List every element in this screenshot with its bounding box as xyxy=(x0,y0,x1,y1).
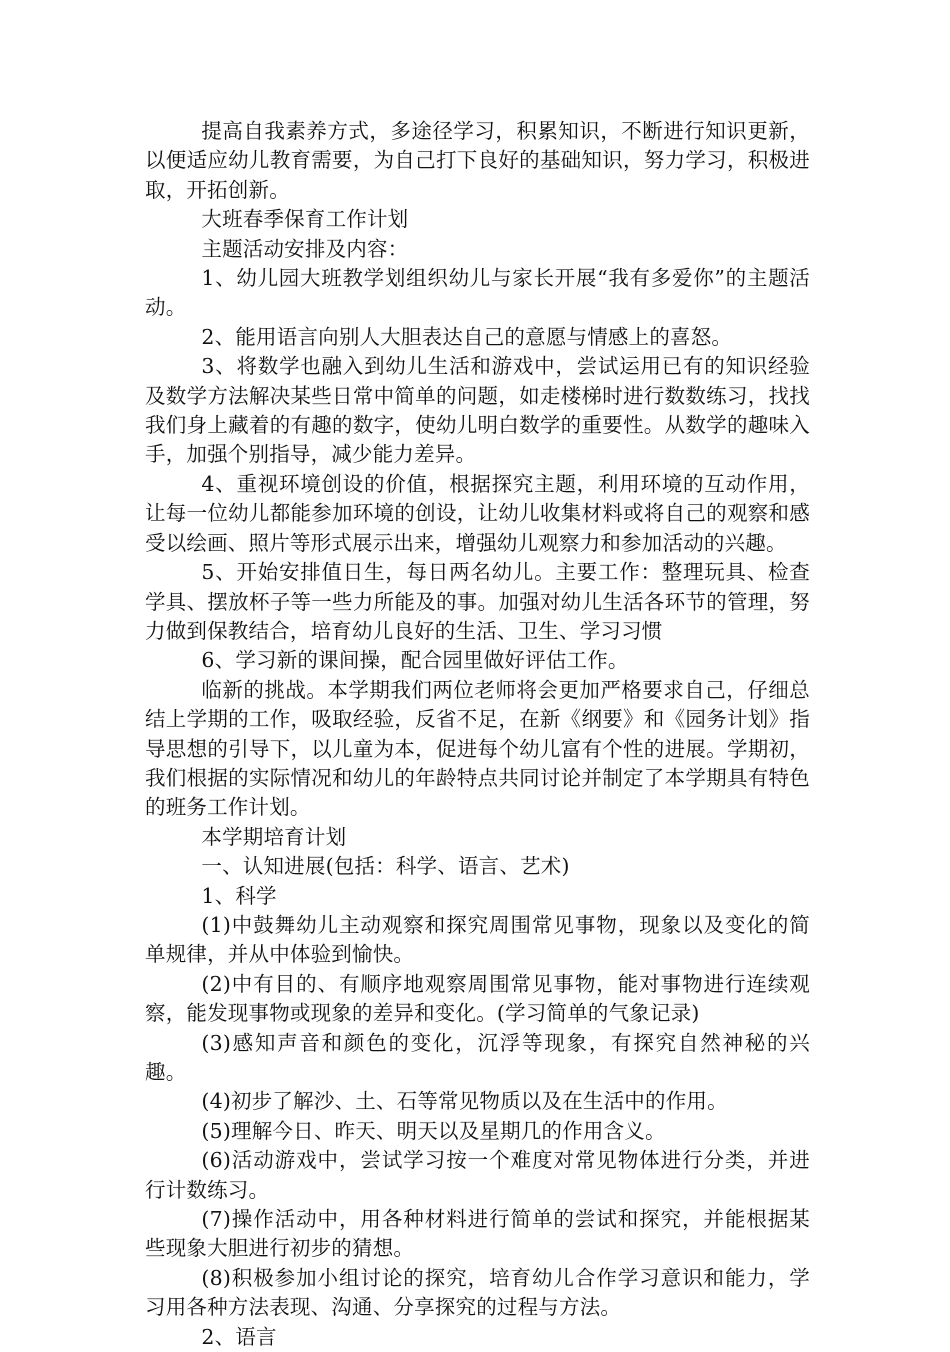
section-title: 大班春季保育工作计划 xyxy=(201,207,409,232)
list-item: 1、幼儿园大班教学划组织幼儿与家长开展“我有多爱你”的主题活动。 xyxy=(145,266,810,320)
subsection-heading: 2、语言 xyxy=(201,1324,277,1349)
list-item: (5)理解今日、昨天、明天以及星期几的作用含义。 xyxy=(201,1118,666,1143)
section-heading: 主题活动安排及内容： xyxy=(201,236,409,261)
list-item: (8)积极参加小组讨论的探究，培育幼儿合作学习意识和能力，学习用各种方法表现、沟通、分享探究的过程与方法。 xyxy=(145,1265,810,1320)
list-item: (7)操作活动中，用各种材料进行简单的尝试和探究，并能根据某些现象大胆进行初步的猜想。 xyxy=(145,1207,810,1261)
subsection-heading: 1、科学 xyxy=(201,883,277,908)
paragraph: 提高自我素养方式，多途径学习，积累知识，不断进行知识更新，以便适应幼儿教育需要，为自己打下良好的基础知识，努力学习，积极进取，开拓创新。 xyxy=(145,119,810,202)
list-item: 4、重视环境创设的价值，根据探究主题，利用环境的互动作用，让每一位幼儿都能参加环境的创设，让幼儿收集材料或将自己的观察和感受以绘画、照片等形式展示出来，增强幼儿观察力和参加活动的兴趣。 xyxy=(145,471,810,555)
document-body xyxy=(145,117,810,1352)
list-item: (4)初步了解沙、土、石等常见物质以及在生活中的作用。 xyxy=(201,1089,728,1114)
list-item: 5、开始安排值日生，每日两名幼儿。主要工作：整理玩具、检查学具、摆放杯子等一些力所能及的事。加强对幼儿生活各环节的管理，努力做到保教结合，培育幼儿良好的生活、卫生、学习习惯 xyxy=(145,560,810,643)
list-item: (6)活动游戏中，尝试学习按一个难度对常见物体进行分类，并进行计数练习。 xyxy=(145,1148,810,1202)
list-item: 6、学习新的课间操，配合园里做好评估工作。 xyxy=(201,648,629,673)
section-title: 本学期培育计划 xyxy=(201,824,347,849)
paragraph: 临新的挑战。本学期我们两位老师将会更加严格要求自己，仔细总结上学期的工作，吸取经验，反省不足，在新《纲要》和《园务计划》指导思想的引导下，以儿童为本，促进每个幼儿富有个性的进展。学期初，我们根据的实际情况和幼儿的年龄特点共同讨论并制定了本学期具有特色的班务工作计划。 xyxy=(145,677,810,820)
list-item: 3、将数学也融入到幼儿生活和游戏中，尝试运用已有的知识经验及数学方法解决某些日常中简单的问题，如走楼梯时进行数数练习，找找我们身上藏着的有趣的数字，使幼儿明白数学的重要性。从数学的趣味入手，加强个别指导，减少能力差异。 xyxy=(145,354,810,467)
list-item: (1)中鼓舞幼儿主动观察和探究周围常见事物，现象以及变化的简单规律，并从中体验到愉快。 xyxy=(145,912,810,967)
list-item: (2)中有目的、有顺序地观察周围常见事物，能对事物进行连续观察，能发现事物或现象的差异和变化。(学习简单的气象记录) xyxy=(145,971,810,1026)
section-heading: 一、认知进展(包括：科学、语言、艺术) xyxy=(201,854,570,879)
list-item: (3)感知声音和颜色的变化，沉浮等现象，有探究自然神秘的兴趣。 xyxy=(145,1030,810,1084)
list-item: 2、能用语言向别人大胆表达自己的意愿与情感上的喜怒。 xyxy=(201,324,733,349)
